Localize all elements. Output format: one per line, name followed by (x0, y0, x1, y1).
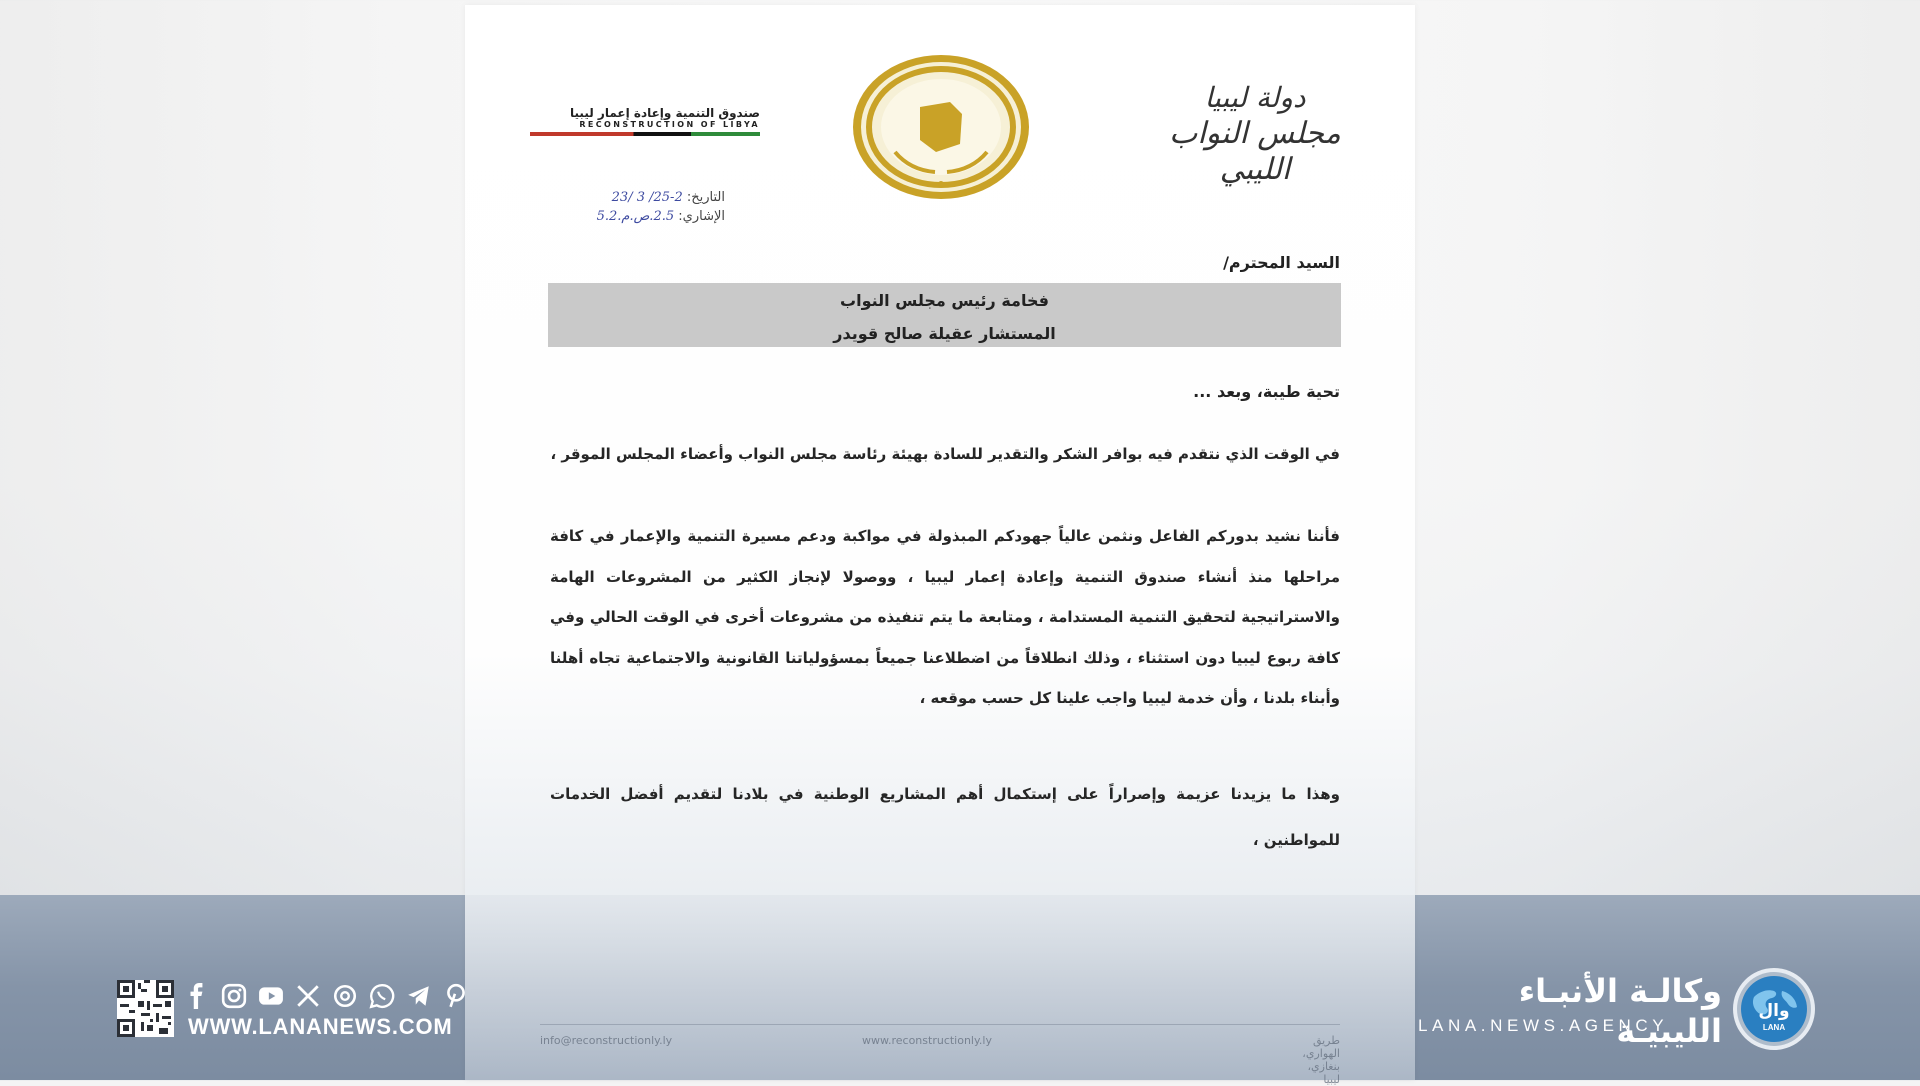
telegram-icon[interactable] (406, 983, 432, 1009)
fund-name-en: RECONSTRUCTION OF LIBYA (579, 120, 760, 129)
reconstruction-fund-logo (530, 106, 760, 138)
agency-website[interactable]: WWW.LANANEWS.COM (188, 1014, 453, 1039)
footer-website: www.reconstructionly.ly (862, 1034, 992, 1047)
pinterest-icon[interactable] (443, 983, 469, 1009)
x-icon[interactable] (295, 983, 321, 1009)
logo-text-ar: وال (1758, 1001, 1790, 1021)
date-label: التاريخ: (686, 190, 725, 205)
paragraph-2: فأننا نشيد بدوركم الفاعل ونثمن عالياً جهودكم المبذولة في مواكبة ودعم مسيرة التنمية والإعمار في كافة مراحلها منذ أنشاء صندوق التنمية وإعادة إعمار ليبيا ، ووصولا لإنجاز الكثير من المشروعات الهامة والاستراتيجية لتحقيق التنمية المستدامة ، ومتابعة ما يتم تنفيذه من مشروعات أخرى في الوقت الحالي وفي كافة ربوع ليبيا دون استثناء ، وذلك انطلاقاً من اضطلاعنا جميعاً بمسؤولياتنا القانونية والاجتماعية تجاه أهلنا وأبناء بلدنا ، وأن خدمة ليبيا واجب علينا كل حسب موقعه ، (550, 527, 1340, 707)
logo-text-en: LANA (1762, 1023, 1786, 1032)
paragraph-3: وهذا ما يزيدنا عزيمة وإصراراً على إستكمال أهم المشاريع الوطنية في بلادنا لتقديم أفضل الخدمات للمواطنين ، (550, 785, 1340, 849)
facebook-icon[interactable] (184, 983, 210, 1009)
greeting: تحية طيبة، وبعد ... (1193, 382, 1340, 401)
parliament-seal-icon (850, 52, 1032, 202)
agency-name-ar: وكالـة الأنبـاء الليبيـة (1518, 972, 1722, 1050)
addressee-title: فخامة رئيس مجلس النواب (840, 291, 1049, 310)
fund-logo-stripe (530, 132, 760, 136)
state-name: دولة ليبيا (1204, 81, 1306, 114)
fund-name-ar: صندوق التنمية وإعادة إعمار ليبيا (570, 106, 760, 120)
reference-block (540, 188, 725, 226)
footer-divider (540, 1024, 1340, 1025)
whatsapp-icon[interactable] (369, 983, 395, 1009)
footer-email: info@reconstructionly.ly (540, 1034, 673, 1047)
addressee-name: المستشار عقيلة صالح قويدر (833, 324, 1056, 343)
ref-row (540, 207, 725, 226)
ref-label: الإشاري: (678, 209, 725, 224)
qr-code-icon[interactable] (117, 980, 174, 1037)
ref-value: 2.5.ص.م.5.2 (596, 209, 675, 224)
date-value: 2-25/ 3 /23 (611, 190, 683, 205)
parliament-letterhead (1150, 80, 1360, 188)
parliament-name: مجلس النواب الليبي (1169, 116, 1341, 187)
paragraph-1: في الوقت الذي نتقدم فيه بوافر الشكر والتقدير للسادة بهيئة رئاسة مجلس النواب وأعضاء المجلس الموقر ، (550, 445, 1340, 463)
youtube-icon[interactable] (258, 983, 284, 1009)
salutation: السيد المحترم/ (1223, 253, 1340, 272)
social-icons (184, 982, 469, 1010)
date-row (540, 188, 725, 207)
lana-globe-logo-icon (1732, 967, 1816, 1051)
addressee-box (548, 283, 1341, 347)
document-footer: طريق الهواري، بنغازي، ليبيا www.reconstructionly.ly info@reconstructionly.ly (540, 1034, 1340, 1086)
agency-name-en: LANA.NEWS.AGENCY (1418, 1016, 1669, 1035)
instagram-icon[interactable] (221, 983, 247, 1009)
threads-icon[interactable] (332, 983, 358, 1009)
